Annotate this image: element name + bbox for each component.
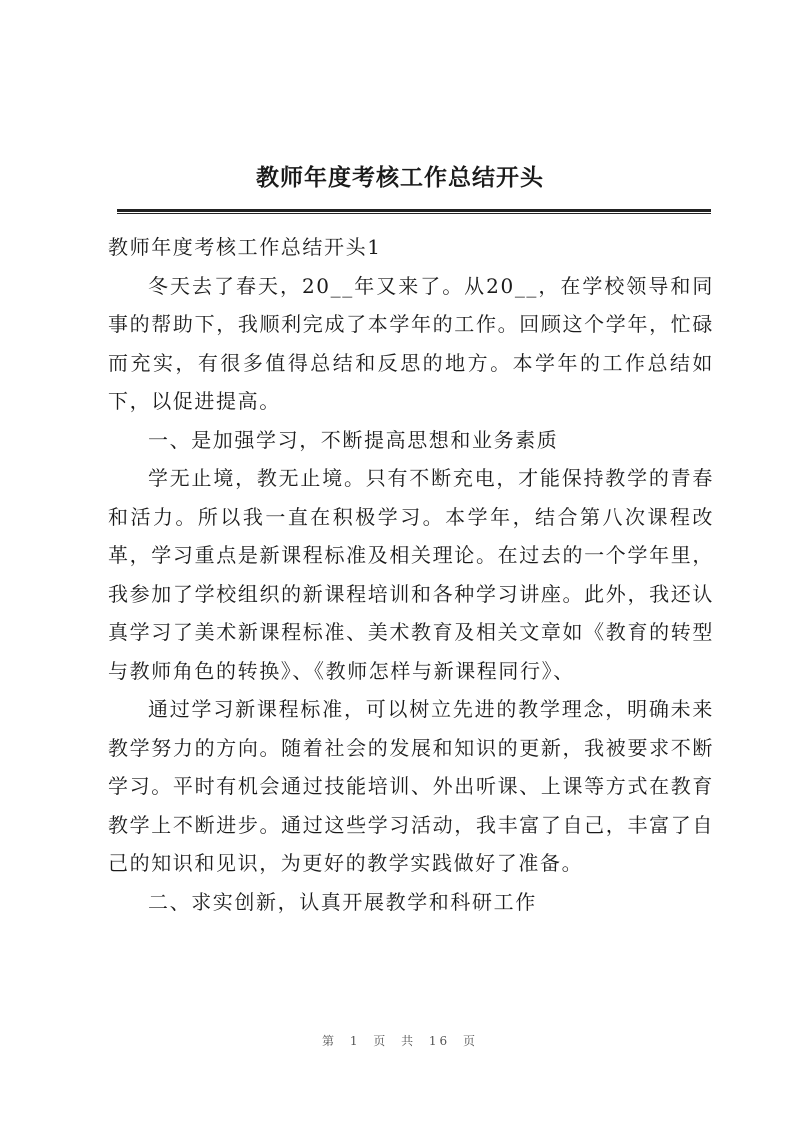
document-body <box>108 228 714 921</box>
heading-section-one: 一、是加强学习，不断提高思想和业务素质 <box>148 427 559 452</box>
paragraph-intro: 冬天去了春天，20__年又来了。从20__，在学校领导和同事的帮助下，我顺利完成了本学年的工作。回顾这个学年，忙碌而充实，有很多值得总结和反思的地方。本学年的工作总结如下，以促进提高。 <box>108 273 714 413</box>
paragraph-curriculum: 通过学习新课程标准，可以树立先进的教学理念，明确未来教学努力的方向。随着社会的发展和知识的更新，我被要求不断学习。平时有机会通过技能培训、外出听课、上课等方式在教育教学上不断进步。通过这些学习活动，我丰富了自己，丰富了自己的知识和见识，为更好的教学实践做好了准备。 <box>108 697 714 875</box>
section-subtitle: 教师年度考核工作总结开头1 <box>108 235 382 259</box>
heading-section-two: 二、求实创新，认真开展教学和科研工作 <box>148 889 537 914</box>
title-divider <box>117 209 711 214</box>
document-title: 教师年度考核工作总结开头 <box>256 164 544 191</box>
paragraph-study: 学无止境，教无止境。只有不断充电，才能保持教学的青春和活力。所以我一直在积极学习。本学年，结合第八次课程改革，学习重点是新课程标准及相关理论。在过去的一个学年里，我参加了学校组织的新课程培训和各种学习讲座。此外，我还认真学习了美术新课程标准、美术教育及相关文章如《教育的转型与教师角色的转换》、《教师怎样与新课程同行》、 <box>108 466 714 683</box>
page-footer: 第 1 页 共 16 页 <box>322 1034 478 1048</box>
